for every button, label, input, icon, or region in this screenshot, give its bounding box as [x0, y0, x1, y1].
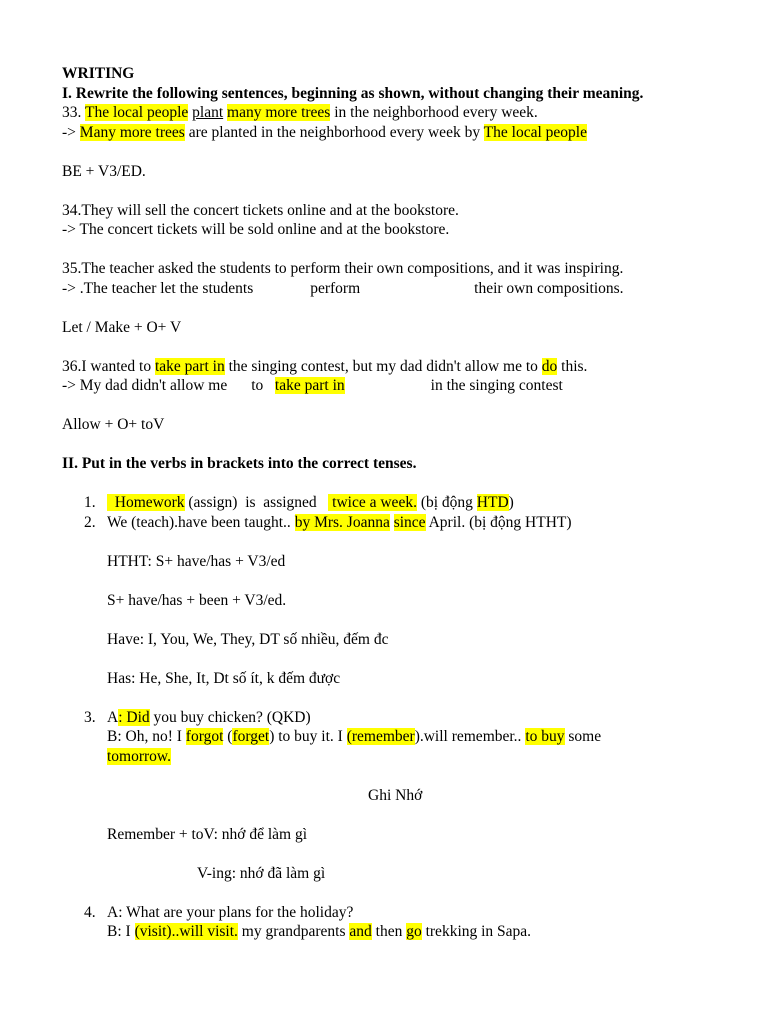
highlight: twice a week.: [328, 494, 417, 511]
grammar-note: Let / Make + O+ V: [62, 318, 182, 336]
highlight: The local people: [84, 104, 189, 121]
list-item-1: 1. Homework (assign) is assigned twice a week. (bị động HTD): [84, 494, 514, 511]
highlight: forget: [232, 728, 270, 745]
blank-line: [62, 298, 742, 318]
blank-line: [62, 435, 742, 455]
highlight: Homework: [107, 494, 185, 511]
grammar-note: Have: I, You, We, They, DT số nhiều, đếm đc: [107, 630, 389, 648]
section-instruction: I. Rewrite the following sentences, beginning as shown, without changing their meaning.: [62, 84, 644, 102]
grammar-note: S+ have/has + been + V3/ed.: [107, 591, 287, 609]
memo-heading: Ghi Nhớ: [368, 786, 423, 804]
blank-line: [62, 766, 742, 786]
blank-line: [62, 805, 742, 825]
highlight: by Mrs. Joanna: [294, 513, 390, 531]
grammar-note: V-ing: nhớ đã làm gì: [197, 864, 326, 882]
highlight: take part in: [274, 377, 345, 394]
answer-36: -> My dad didn't allow me to take part in in the singing contest: [62, 377, 563, 394]
blank-line: [62, 142, 742, 162]
blank-line: [62, 532, 742, 552]
question-35: 35.The teacher asked the students to perform their own compositions, and it was inspiring.: [62, 260, 624, 277]
grammar-note: BE + V3/ED.: [62, 162, 146, 180]
blank-line: [62, 337, 742, 357]
blank-line: [62, 240, 742, 260]
highlight: Many more trees: [79, 123, 185, 141]
highlight: (remember: [346, 728, 415, 745]
question-36: 36.I wanted to take part in the singing contest, but my dad didn't allow me to do this.: [62, 357, 588, 375]
list-item-4: 4. A: What are your plans for the holiday?: [84, 903, 354, 921]
section-heading: II. Put in the verbs in brackets into the correct tenses.: [62, 455, 417, 472]
blank-line: [62, 474, 742, 494]
highlight: HTD: [476, 494, 509, 511]
highlight: : Did: [118, 708, 150, 726]
list-item-3-line-3: [62, 747, 742, 767]
highlight: go: [406, 923, 422, 940]
blank-line: [62, 571, 742, 591]
highlight: The local people: [483, 123, 587, 141]
highlight: do: [541, 357, 558, 375]
question-34: 34.They will sell the concert tickets online and at the bookstore.: [62, 201, 459, 219]
question-33: 33. The local people plant many more trees in the neighborhood every week.: [62, 104, 538, 121]
grammar-note: Has: He, She, It, Dt số ít, k đếm được: [107, 669, 341, 687]
underlined-verb: plant: [192, 104, 224, 121]
grammar-note: HTHT: S+ have/has + V3/ed: [107, 552, 286, 570]
list-item-3: 3. A: Did you buy chicken? (QKD): [84, 708, 311, 726]
blank-line: [62, 688, 742, 708]
blank-line: [62, 181, 742, 201]
highlight: and: [349, 923, 372, 940]
highlight: many more trees: [227, 104, 331, 121]
blank-line: [62, 649, 742, 669]
highlight: to buy: [525, 728, 565, 745]
grammar-note: Remember + toV: nhớ để làm gì: [107, 825, 308, 843]
section-heading: WRITING: [62, 65, 135, 82]
blank-line: [62, 883, 742, 903]
blank-line: [62, 844, 742, 864]
highlight: (visit)..will visit.: [134, 923, 238, 940]
answer-35: -> .The teacher let the students perform their own compositions.: [62, 279, 624, 297]
grammar-note: Allow + O+ toV: [62, 416, 165, 433]
highlight: tomorrow.: [107, 747, 171, 765]
highlight: since: [393, 513, 426, 531]
answer-33: -> Many more trees are planted in the neighborhood every week by The local people: [62, 123, 587, 141]
blank-line: [62, 610, 742, 630]
answer-34: -> The concert tickets will be sold online and at the bookstore.: [62, 221, 450, 238]
list-item-3-line-2: B: Oh, no! I forgot (forget) to buy it. I (remember).will remember.. to buy some: [107, 728, 602, 745]
highlight: take part in: [154, 357, 225, 375]
document-page: [62, 64, 742, 942]
blank-line: [62, 396, 742, 416]
list-item-4-line-2: B: I (visit)..will visit. my grandparents and then go trekking in Sapa.: [107, 923, 532, 940]
list-item-2: 2. We (teach).have been taught.. by Mrs. Joanna since April. (bị động HTHT): [84, 513, 572, 531]
highlight: forgot: [185, 728, 224, 745]
